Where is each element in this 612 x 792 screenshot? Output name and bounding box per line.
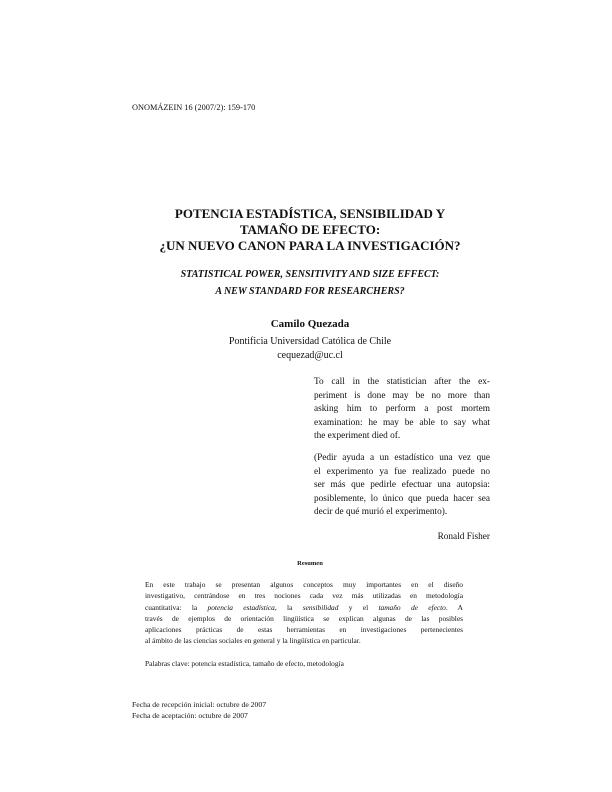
epigraph-line: the experiment died of. xyxy=(314,431,401,441)
english-title-line: A NEW STANDARD FOR RESEARCHERS? xyxy=(215,286,405,297)
epigraph-line: posiblemente, lo único que pueda hacer sea xyxy=(314,493,490,504)
epigraph-english xyxy=(314,376,490,444)
english-title xyxy=(100,266,520,300)
abstract-line: investigativo, centrándose en tres nociones cada vez más utilizadas en metodología xyxy=(145,591,463,601)
abstract-text: , la xyxy=(274,602,303,612)
term-tamano: tamaño de efecto xyxy=(378,602,446,612)
english-title-line: STATISTICAL POWER, SENSITIVITY AND SIZE EFFECT: xyxy=(180,269,440,280)
author-name: Camilo Quezada xyxy=(270,318,350,330)
term-sensibilidad: sensibilidad xyxy=(302,602,339,612)
author-affiliation: Pontificia Universidad Católica de Chile xyxy=(228,336,392,347)
abstract-line: través de ejemplos de orientación lingüística se explican algunas de las posibles xyxy=(145,613,463,623)
spanish-title-line: TAMAÑO DE EFECTO: xyxy=(239,222,381,237)
epigraph-line: (Pedir ayuda a un estadístico una vez que xyxy=(314,453,490,463)
term-potencia: potencia estadística xyxy=(207,602,275,612)
abstract-text: cuantitativa: la xyxy=(145,602,208,612)
abstract-line xyxy=(145,602,463,613)
abstract-text: y el xyxy=(338,602,379,612)
submission-dates xyxy=(132,699,266,721)
epigraph-spanish xyxy=(314,452,490,520)
epigraph-line: periment is done may be no more than xyxy=(314,390,490,401)
abstract-heading: Resumen xyxy=(297,560,323,567)
abstract-body xyxy=(145,579,463,647)
spanish-title-line: ¿UN NUEVO CANON PARA LA INVESTIGACIÓN? xyxy=(159,238,461,253)
epigraph-line: ser más que pedirle efectuar una autopsia: xyxy=(314,480,490,490)
epigraph-line: examination: he may be able to say what xyxy=(314,417,490,428)
abstract-line: al ámbito de las ciencias sociales en general y la lingüística en particular. xyxy=(145,636,361,646)
keywords: Palabras clave: potencia estadística, tamaño de efecto, metodología xyxy=(145,659,344,668)
journal-citation: ONOMÁZEIN 16 (2007/2): 159-170 xyxy=(132,103,256,112)
epigraph-line: decir de qué murió el experimento). xyxy=(314,507,448,517)
epigraph-line: el experimento ya fue realizado puede no xyxy=(314,466,490,477)
received-date: Fecha de recepción inicial: octubre de 2007 xyxy=(132,700,267,709)
abstract-text: . A xyxy=(445,602,463,612)
spanish-title-line: POTENCIA ESTADÍSTICA, SENSIBILIDAD Y xyxy=(174,206,446,221)
abstract-line: aplicaciones prácticas de estas herramientas en investigaciones pertenecientes xyxy=(145,625,463,635)
abstract-line: En este trabajo se presentan algunos conceptos muy importantes en el diseño xyxy=(145,580,463,589)
epigraph-line: To call in the statistician after the ex- xyxy=(314,377,490,387)
epigraph-line: asking him to perform a post mortem xyxy=(314,404,490,414)
accepted-date: Fecha de aceptación: octubre de 2007 xyxy=(132,711,248,720)
author-email: cequezad@uc.cl xyxy=(277,350,343,361)
spanish-title xyxy=(100,206,520,254)
epigraph-attribution: Ronald Fisher xyxy=(437,532,490,542)
